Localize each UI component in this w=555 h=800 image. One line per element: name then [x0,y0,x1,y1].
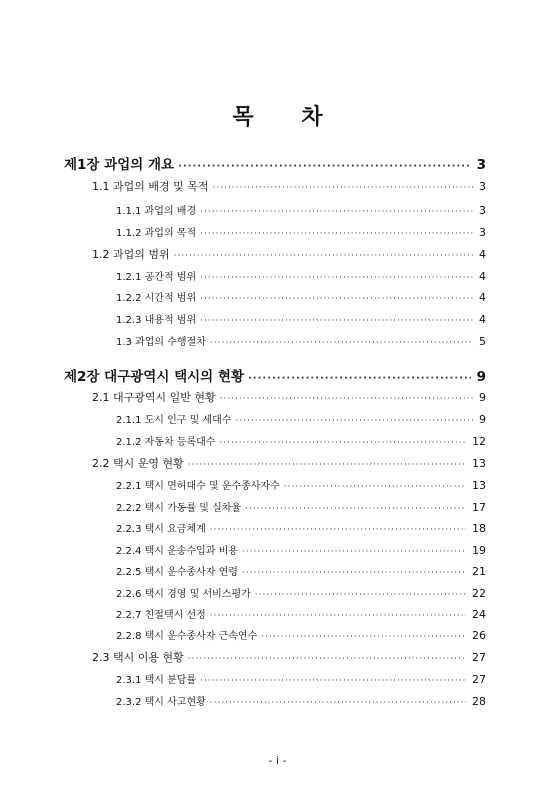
toc-entry-label: 1.2.2 시간적 범위 [116,293,197,304]
toc-entry-label: 2.2.5 택시 운수종사자 연령 [116,567,238,578]
toc-entry-page: 17 [472,501,486,514]
page-title: 목 차 [232,105,343,130]
toc-entry-page: 4 [479,270,486,283]
page-footer: - i - [268,754,287,767]
toc-entry-label: 1.1 과업의 배경 및 목적 [92,180,209,193]
toc-entry-label: 2.1.1 도시 인구 및 세대수 [116,415,232,426]
toc-entry[interactable] [116,542,486,557]
toc-entry-label: 1.3 과업의 수행절차 [116,337,206,348]
toc-leader-dots [261,633,466,642]
toc-leader-dots [210,612,466,621]
toc-entry[interactable] [116,333,486,348]
toc-entry-label: 1.2 과업의 범위 [92,248,170,261]
toc-entry-label: 2.1.2 자동차 등록대수 [116,437,216,448]
toc-entry[interactable] [92,389,486,405]
toc-entry-label: 제2장 대구광역시 택시의 현황 [64,369,244,385]
toc-entry[interactable] [116,411,486,426]
toc-leader-dots [213,184,474,193]
toc-leader-dots [188,655,466,664]
toc-entry-page: 27 [472,651,486,664]
toc-entry[interactable] [116,520,486,535]
toc-entry-label: 2.2.4 택시 운송수입과 비용 [116,546,238,557]
toc-entry-label: 2.2.1 택시 면허대수 및 운수종사자수 [116,481,280,492]
toc-leader-dots [210,699,466,708]
toc-entry-label: 2.3.2 택시 사고현황 [116,697,206,708]
toc-entry-page: 13 [472,457,486,470]
toc-entry[interactable] [116,202,486,217]
toc-entry-label: 2.2 택시 운영 현황 [92,457,184,470]
toc-entry[interactable] [116,311,486,326]
toc-entry-page: 4 [479,313,486,326]
toc-leader-dots [210,526,466,535]
toc-leader-dots [200,295,473,304]
toc-entry-page: 9 [479,413,486,426]
toc-entry-page: 3 [479,226,486,239]
toc-entry-label: 2.3 택시 이용 현황 [92,651,184,664]
toc-entry[interactable] [116,224,486,239]
toc-entry-page: 19 [472,544,486,557]
toc-entry[interactable] [116,563,486,578]
toc-entry-page: 12 [472,435,486,448]
toc-entry-page: 18 [472,522,486,535]
toc-entry-label: 1.1.2 과업의 목적 [116,228,197,239]
toc-entry-label: 1.2.3 내용적 범위 [116,315,197,326]
toc-entry-page: 4 [479,248,486,261]
toc-entry-page: 22 [472,587,486,600]
toc-leader-dots [200,230,473,239]
toc-leader-dots [200,274,473,283]
toc-leader-dots [174,252,473,261]
toc-entry-page: 5 [479,335,486,348]
toc-entry-label: 2.2.3 택시 요금체계 [116,524,206,535]
toc-entry-page: 26 [472,629,486,642]
toc-entry-label: 2.2.7 친절택시 선정 [116,610,206,621]
toc-leader-dots [245,505,466,514]
toc-leader-dots [200,677,466,686]
toc-leader-dots [235,417,473,426]
toc-entry-label: 2.3.1 택시 분담률 [116,675,197,686]
toc-entry-page: 4 [479,291,486,304]
toc-entry-page: 9 [479,391,486,404]
toc-leader-dots [178,162,471,172]
toc-entry[interactable] [116,585,486,600]
toc-leader-dots [242,548,466,557]
toc-leader-dots [200,208,473,217]
toc-entry[interactable] [116,693,486,708]
toc-entry-label: 1.2.1 공간적 범위 [116,272,197,283]
toc-entry[interactable] [92,649,486,665]
toc-entry[interactable] [116,627,486,642]
toc-entry[interactable] [116,499,486,514]
toc-entry-page: 21 [472,565,486,578]
toc-leader-dots [210,339,473,348]
toc-leader-dots [284,483,466,492]
toc-leader-dots [242,569,466,578]
toc-entry-page: 3 [476,157,486,173]
toc-entry-label: 2.2.6 택시 경영 및 서비스평가 [116,589,251,600]
toc-entry-page: 13 [472,479,486,492]
toc-leader-dots [200,317,473,326]
toc-entry[interactable] [116,433,486,448]
toc-entry-label: 2.2.2 택시 가동률 및 실차율 [116,503,242,514]
toc-entry-page: 24 [472,608,486,621]
toc-entry[interactable] [116,268,486,283]
toc-entry-page: 9 [476,369,486,385]
toc-leader-dots [188,461,466,470]
toc-entry[interactable] [92,455,486,471]
toc-entry-page: 3 [479,204,486,217]
toc-entry-label: 2.1 대구광역시 일반 현황 [92,391,216,404]
toc-leader-dots [220,395,473,404]
toc-entry-label: 2.2.8 택시 운수종사자 근속연수 [116,631,258,642]
toc-entry[interactable] [116,289,486,304]
toc-entry[interactable] [64,153,486,173]
toc-entry[interactable] [116,477,486,492]
toc-entry[interactable] [92,246,486,262]
toc-entry[interactable] [116,606,486,621]
toc-entry-page: 27 [472,673,486,686]
toc-entry[interactable] [116,671,486,686]
toc-leader-dots [255,591,466,600]
toc-entry[interactable] [64,365,486,385]
toc-leader-dots [248,374,471,384]
toc-entry-page: 28 [472,695,486,708]
toc-entry-page: 3 [479,180,486,193]
toc-entry-label: 1.1.1 과업의 배경 [116,206,197,217]
toc-entry[interactable] [92,178,486,194]
toc-leader-dots [219,439,466,448]
toc-entry-label: 제1장 과업의 개요 [64,157,175,173]
